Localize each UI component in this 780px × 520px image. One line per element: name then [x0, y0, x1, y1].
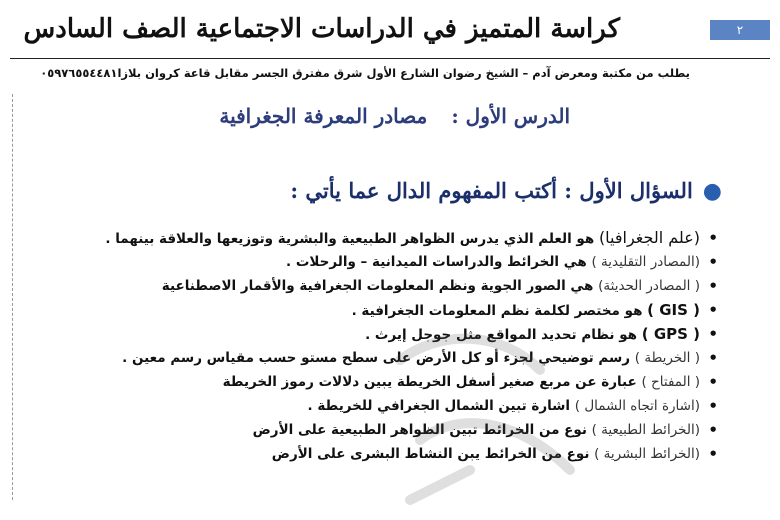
item-term: ( الخريطة ) — [634, 350, 700, 366]
item-definition: هي الخرائط والدراسات الميدانية – والرحلات . — [286, 254, 587, 270]
list-item — [78, 346, 718, 370]
item-definition: رسم توضيحي لجزء أو كل الأرض على سطح مستو حسب مقياس رسم معين . — [122, 350, 631, 366]
item-definition: هي الصور الجوية ونظم المعلومات الجغرافية والأقمار الاصطناعية — [161, 278, 594, 294]
item-term: ( GIS ) — [647, 301, 700, 319]
item-definition: اشارة تبين الشمال الجغرافي للخريطة . — [307, 398, 571, 414]
list-item — [78, 394, 718, 418]
item-definition: نوع من الخرائط تبين الظواهر الطبيعية على الأرض — [252, 422, 587, 438]
title-divider — [10, 58, 770, 59]
item-definition: عبارة عن مربع صغير أسفل الخريطة يبين دلالات رموز الخريطة — [222, 374, 637, 390]
item-term: ( المصادر الحديثة) — [598, 278, 700, 294]
item-definition: نوع من الخرائط يبن النشاط البشرى على الأرض — [271, 446, 590, 462]
item-term: ( المفتاح ) — [641, 374, 700, 390]
question-text: السؤال الأول : أكتب المفهوم الدال عما يأتي : — [290, 178, 693, 203]
page-number-badge: ٢ — [710, 20, 770, 40]
lesson-label: الدرس الأول : — [451, 104, 570, 128]
item-definition: هو نظام تحديد المواقع مثل جوجل إيرث . — [365, 327, 638, 343]
list-item — [78, 298, 718, 322]
item-definition: هو العلم الذي يدرس الظواهر الطبيعية والبشرية وتوزيعها والعلاقة بينهما . — [105, 231, 595, 247]
item-term: (الخرائط البشرية ) — [594, 446, 700, 462]
question-bullet-icon: ● — [702, 178, 722, 204]
item-term: (الخرائط الطبيعية ) — [591, 422, 700, 438]
lesson-heading — [219, 104, 570, 128]
page-frame-line — [12, 94, 13, 500]
item-definition: هو مختصر لكلمة نظم المعلومات الجغرافية . — [351, 303, 643, 319]
item-term: ( GPS ) — [641, 325, 700, 343]
question-heading — [290, 178, 722, 204]
list-item — [78, 250, 718, 274]
item-term: (اشارة اتجاه الشمال ) — [574, 398, 700, 414]
list-item — [78, 322, 718, 346]
list-item — [78, 370, 718, 394]
list-item — [78, 418, 718, 442]
list-item — [78, 226, 718, 250]
definitions-list — [78, 226, 718, 466]
item-term: (المصادر التقليدية ) — [591, 254, 700, 270]
source-line: يطلب من مكتبة ومعرض آدم – الشيخ رضوان الشارع الأول شرق مفترق الجسر مقابل قاعة كروان بلازا٠٥٩٧٦٥٥٤٤٨١ — [40, 66, 690, 80]
item-term: (علم الجغرافيا) — [598, 228, 700, 247]
list-item — [78, 442, 718, 466]
list-item — [78, 274, 718, 298]
page-title: كراسة المتميز في الدراسات الاجتماعية الصف السادس — [23, 14, 620, 44]
lesson-name: مصادر المعرفة الجغرافية — [219, 104, 428, 128]
